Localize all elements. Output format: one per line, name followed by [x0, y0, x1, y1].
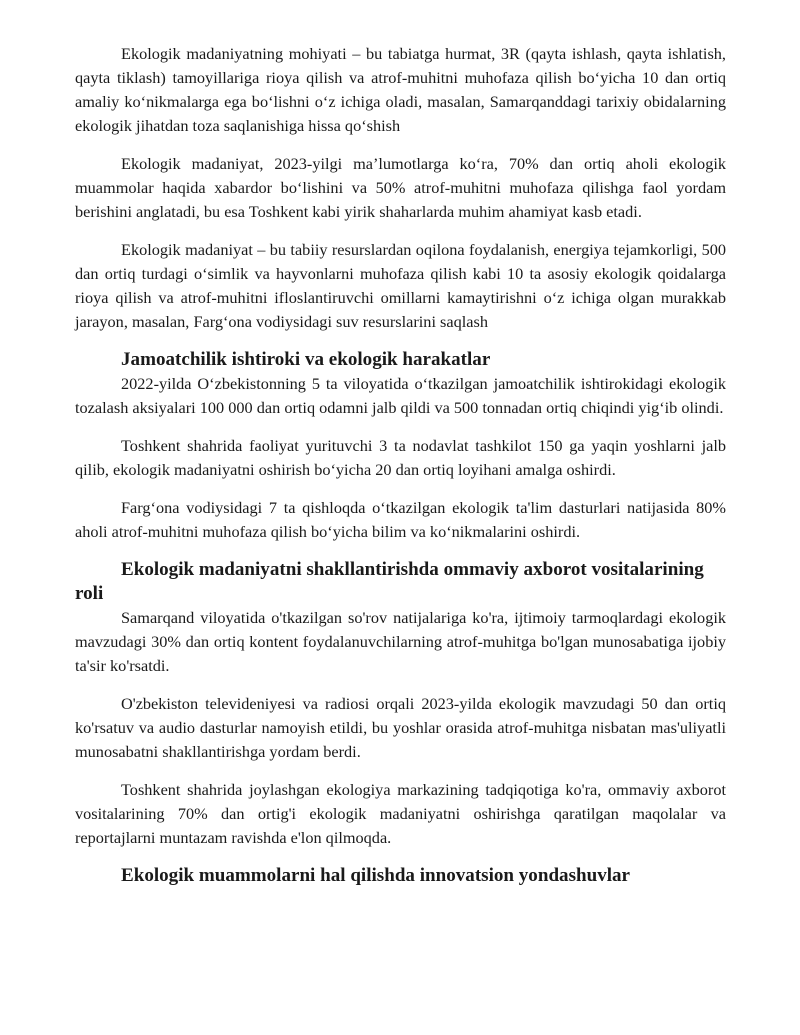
paragraph-section1-3: Farg‘ona vodiysidagi 7 ta qishloqda o‘tkazilgan ekologik ta'lim dasturlari natijasida 80% aholi atrof-muhitni muhofaza qilish bo‘yicha bilim va ko‘nikmalarini oshirdi. — [75, 498, 726, 541]
section-heading-innovative-approaches: Ekologik muammolarni hal qilishda innovatsion yondashuvlar — [121, 865, 631, 886]
paragraph-section1-1: 2022-yilda O‘zbekistonning 5 ta viloyatida o‘tkazilgan jamoatchilik ishtirokidagi ekologik tozalash aksiyalari 100 000 dan ortiq odamni jalb qildi va 500 tonnadan ortiq chiqindi yig‘ib olindi. — [75, 374, 726, 417]
section-heading-public-participation: Jamoatchilik ishtiroki va ekologik harakatlar — [121, 349, 491, 370]
paragraph-intro-2: Ekologik madaniyat, 2023-yilgi ma’lumotlarga ko‘ra, 70% dan ortiq aholi ekologik muammolar haqida xabardor bo‘lishini va 50% atrof-muhitni muhofaza qilishga faol yordam berishini anglatadi, bu esa Toshkent kabi yirik shaharlarda muhim ahamiyat kasb etadi. — [75, 154, 726, 221]
paragraph-section2-3: Toshkent shahrida joylashgan ekologiya markazining tadqiqotiga ko'ra, ommaviy axborot vositalarining 70% dan ortig'i ekologik madaniyatni oshirishga qaratilgan maqolalar va reportajlarni muntazam ravishda e'lon qilmoqda. — [75, 780, 726, 847]
section-heading-mass-media: Ekologik madaniyatni shakllantirishda ommaviy axborot vositalarining roli — [75, 559, 704, 604]
paragraph-section2-2: O'zbekiston televideniyesi va radiosi orqali 2023-yilda ekologik mavzudagi 50 dan ortiq ko'rsatuv va audio dasturlar namoyish etildi, bu yoshlar orasida atrof-muhitga nisbatan mas'uliyatli munosabatni shakllantirishga yordam berdi. — [75, 694, 726, 761]
document-page — [75, 42, 726, 888]
paragraph-intro-3: Ekologik madaniyat – bu tabiiy resurslardan oqilona foydalanish, energiya tejamkorligi, 500 dan ortiq turdagi o‘simlik va hayvonlarni muhofaza qilish kabi 10 ta asosiy ekologik qoidalarga rioya qilish va atrof-muhitni ifloslantiruvchi omillarni kamaytirishni o‘z ichiga olgan murakkab jarayon, masalan, Farg‘ona vodiysidagi suv resurslarini saqlash — [75, 240, 726, 331]
paragraph-section2-1: Samarqand viloyatida o'tkazilgan so'rov natijalariga ko'ra, ijtimoiy tarmoqlardagi ekologik mavzudagi 30% dan ortiq kontent foydalanuvchilarning atrof-muhitga bo'lgan munosabatiga ijobiy ta'sir ko'rsatdi. — [75, 608, 726, 675]
paragraph-intro-1: Ekologik madaniyatning mohiyati – bu tabiatga hurmat, 3R (qayta ishlash, qayta ishlatish, qayta tiklash) tamoyillariga rioya qilish va atrof-muhitni muhofaza qilish bo‘yicha 10 dan ortiq amaliy ko‘nikmalarga ega bo‘lishni o‘z ichiga oladi, masalan, Samarqanddagi tarixiy obidalarning ekologik jihatdan toza saqlanishiga hissa qo‘shish — [75, 44, 726, 135]
paragraph-section1-2: Toshkent shahrida faoliyat yurituvchi 3 ta nodavlat tashkilot 150 ga yaqin yoshlarni jalb qilib, ekologik madaniyatni oshirish bo‘yicha 20 dan ortiq loyihani amalga oshirdi. — [75, 436, 726, 479]
